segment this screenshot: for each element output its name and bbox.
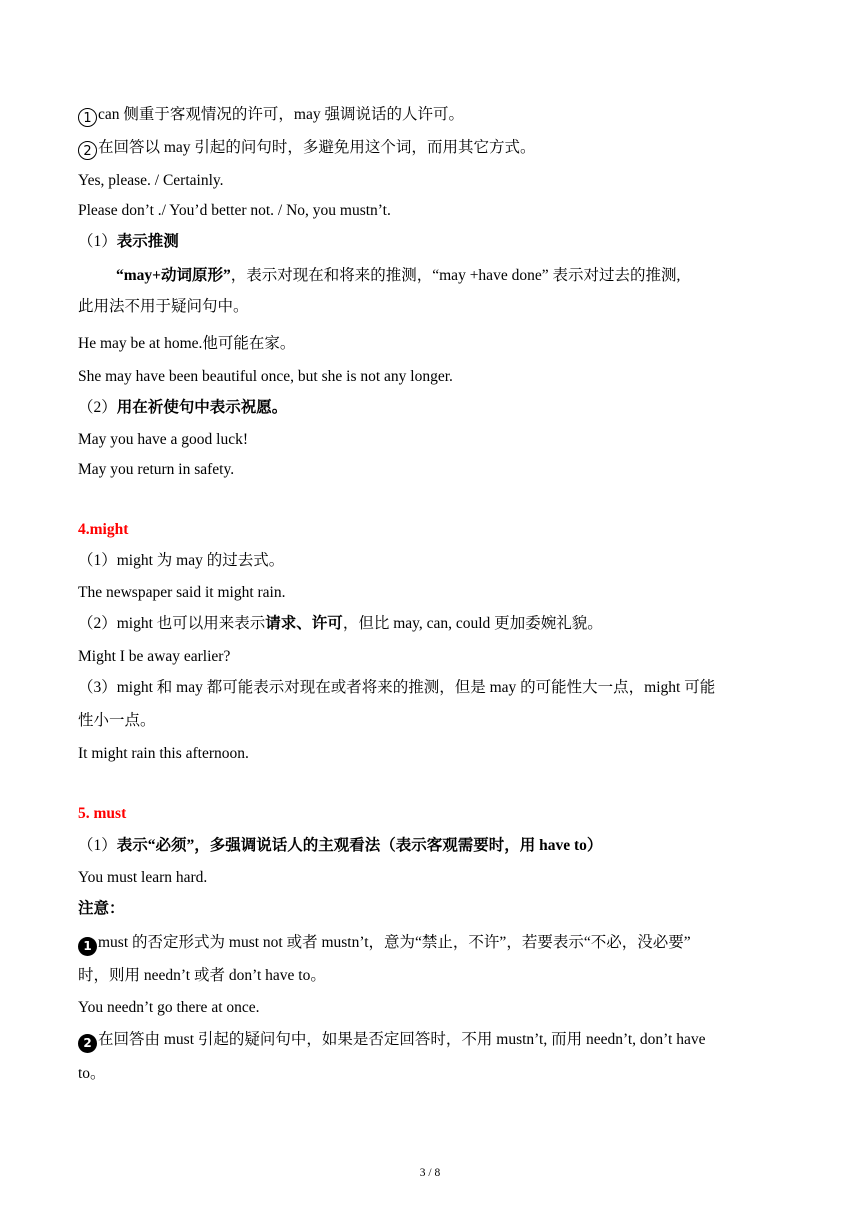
paragraph-text: （2）might 也可以用来表示 xyxy=(78,615,266,632)
example-line: You must learn hard. xyxy=(78,869,208,886)
page-number: 3 / 8 xyxy=(419,1167,441,1179)
subheading-may-1 xyxy=(78,231,784,253)
paragraph-line xyxy=(78,265,784,287)
example-line: Yes, please. / Certainly. xyxy=(78,172,224,189)
note-item-text: 在回答由 must 引起的疑问句中，如果是否定回答时，不用 mustn’t, 而用 needn’t, don’t have xyxy=(98,1031,706,1048)
paragraph-line: （1）might 为 may 的过去式。 xyxy=(78,552,285,569)
example-line: The newspaper said it might rain. xyxy=(78,584,286,601)
paragraph-line: 时，则用 needn’t 或者 don’t have to。 xyxy=(78,967,326,984)
note-item-1 xyxy=(78,932,784,956)
section-heading-might: 4.might xyxy=(78,521,129,538)
bold-phrase: “may+动词原形” xyxy=(116,267,231,284)
note-label: 注意： xyxy=(78,900,125,917)
paragraph-text: ，表示对现在和将来的推测，“may +have done” 表示对过去的推测, xyxy=(230,267,681,284)
note-item-2 xyxy=(78,1029,784,1053)
subheading-number: （2） xyxy=(78,399,117,416)
paragraph-line: 此用法不用于疑问句中。 xyxy=(78,298,249,315)
subheading-number: （1） xyxy=(78,233,117,250)
section-heading-must: 5. must xyxy=(78,805,127,822)
subheading-may-2 xyxy=(78,397,784,419)
example-line: You needn’t go there at once. xyxy=(78,999,260,1016)
paragraph-line xyxy=(78,613,784,635)
paragraph-line: to。 xyxy=(78,1065,106,1082)
example-line: May you return in safety. xyxy=(78,461,235,478)
example-line: She may have been beautiful once, but she is not any longer. xyxy=(78,368,453,385)
note-2-text: 在回答以 may 引起的问句时，多避免用这个词，而用其它方式。 xyxy=(98,139,536,156)
example-line: Please don’t ./ You’d better not. / No, you mustn’t. xyxy=(78,202,391,219)
note-1 xyxy=(78,104,784,127)
subheading-title: 用在祈使句中表示祝愿。 xyxy=(116,399,288,416)
subheading-title: 表示“必须”，多强调说话人的主观看法（表示客观需要时，用 have to） xyxy=(116,837,603,854)
circled-number-2: 2 xyxy=(78,141,97,160)
paragraph-line: 性小一点。 xyxy=(78,712,156,729)
example-line: It might rain this afternoon. xyxy=(78,745,249,762)
example-line: May you have a good luck! xyxy=(78,431,249,448)
note-2 xyxy=(78,137,784,160)
filled-number-1: 1 xyxy=(78,937,97,956)
subheading-must-1 xyxy=(78,835,784,857)
subheading-number: （1） xyxy=(78,837,117,854)
paragraph-line: （3）might 和 may 都可能表示对现在或者将来的推测，但是 may 的可能性大一点，might 可能 xyxy=(78,679,716,696)
example-line: Might I be away earlier? xyxy=(78,648,231,665)
circled-number-1: 1 xyxy=(78,108,97,127)
paragraph-text: ，但比 may, can, could 更加委婉礼貌。 xyxy=(342,615,603,632)
note-1-text: can 侧重于客观情况的许可，may 强调说话的人许可。 xyxy=(98,106,464,123)
filled-number-2: 2 xyxy=(78,1034,97,1053)
bold-phrase: 请求、许可 xyxy=(265,615,343,632)
example-line: He may be at home.他可能在家。 xyxy=(78,335,296,352)
subheading-title: 表示推测 xyxy=(116,233,179,250)
note-item-text: must 的否定形式为 must not 或者 mustn’t，意为“禁止，不许”，若要表示“不必，没必要” xyxy=(98,934,691,951)
